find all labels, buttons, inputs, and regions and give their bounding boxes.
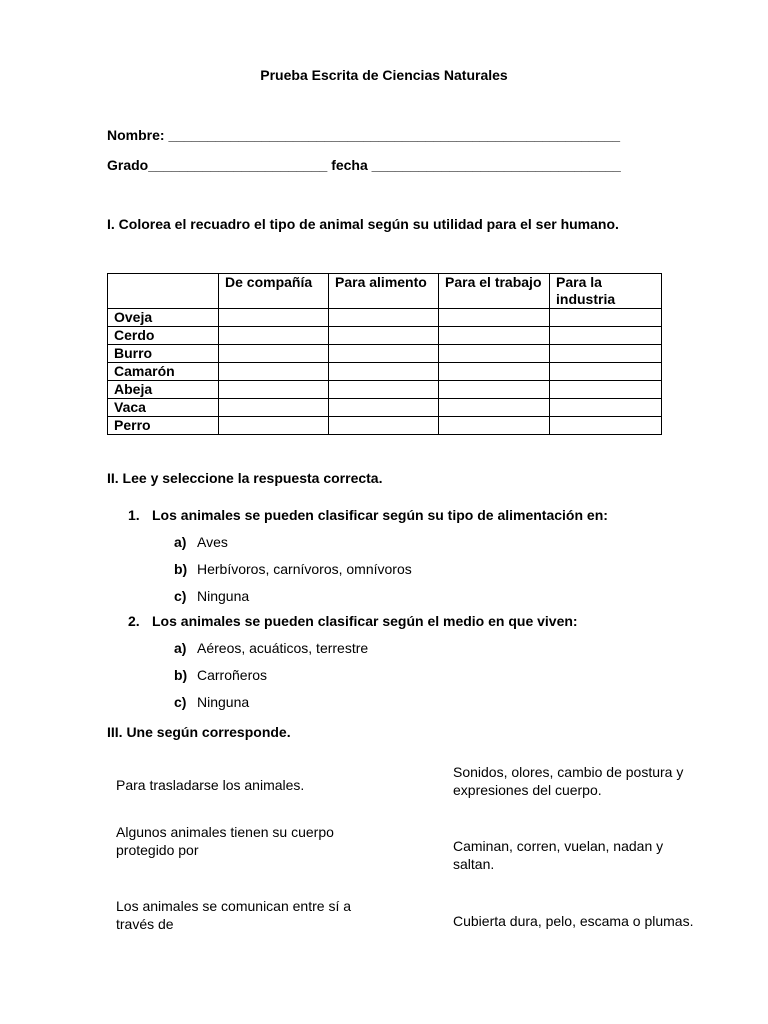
table-header-cell xyxy=(108,274,219,309)
table-header-row xyxy=(108,274,662,309)
table-cell[interactable] xyxy=(439,363,550,381)
table-cell[interactable] xyxy=(329,399,439,417)
table-cell[interactable] xyxy=(329,363,439,381)
grado-fecha-field[interactable]: Grado_______________________ fecha ________________________________ xyxy=(107,157,621,173)
table-cell[interactable] xyxy=(329,417,439,435)
table-cell[interactable] xyxy=(550,363,662,381)
table-cell[interactable] xyxy=(439,417,550,435)
table-cell[interactable] xyxy=(219,399,329,417)
animal-label: Camarón xyxy=(108,363,219,381)
table-cell[interactable] xyxy=(439,345,550,363)
table-row xyxy=(108,363,662,381)
option-text: Carroñeros xyxy=(197,667,268,683)
animal-label: Burro xyxy=(108,345,219,363)
option-text: Aves xyxy=(197,534,228,550)
table-cell[interactable] xyxy=(550,417,662,435)
table-cell[interactable] xyxy=(439,309,550,327)
section-1-heading: I. Colorea el recuadro el tipo de animal según su utilidad para el ser humano. xyxy=(107,216,619,232)
option-letter: c) xyxy=(174,588,187,604)
table-cell[interactable] xyxy=(219,417,329,435)
table-cell[interactable] xyxy=(439,399,550,417)
table-cell[interactable] xyxy=(329,381,439,399)
animal-label: Oveja xyxy=(108,309,219,327)
option-letter: a) xyxy=(174,640,187,656)
option-letter: b) xyxy=(174,561,188,577)
section-2-heading: II. Lee y seleccione la respuesta correcta. xyxy=(107,470,383,486)
animal-label: Perro xyxy=(108,417,219,435)
table-header-cell: Para alimento xyxy=(329,274,439,309)
match-left-item[interactable]: Los animales se comunican entre sí a través de xyxy=(116,898,352,932)
match-left-item[interactable]: Para trasladarse los animales. xyxy=(116,777,305,793)
option-text: Aéreos, acuáticos, terrestre xyxy=(197,640,369,656)
table-cell[interactable] xyxy=(219,327,329,345)
table-cell[interactable] xyxy=(329,327,439,345)
table-header-cell: Para la industria xyxy=(550,274,662,309)
table-header-cell: Para el trabajo xyxy=(439,274,550,309)
table-row xyxy=(108,327,662,345)
option-letter: a) xyxy=(174,534,187,550)
question-number: 1. xyxy=(128,507,140,523)
option-letter: b) xyxy=(174,667,188,683)
utility-table xyxy=(107,273,662,435)
table-cell[interactable] xyxy=(219,345,329,363)
table-cell[interactable] xyxy=(439,327,550,345)
section-3-heading: III. Une según corresponde. xyxy=(107,724,291,740)
question-text: Los animales se pueden clasificar según el medio en que viven: xyxy=(152,613,578,629)
table-cell[interactable] xyxy=(439,381,550,399)
table-cell[interactable] xyxy=(329,309,439,327)
match-left-item[interactable]: Algunos animales tienen su cuerpo protegido por xyxy=(116,824,334,858)
table-cell[interactable] xyxy=(550,381,662,399)
table-cell[interactable] xyxy=(329,345,439,363)
option-letter: c) xyxy=(174,694,187,710)
table-row xyxy=(108,399,662,417)
table-row xyxy=(108,309,662,327)
table-row xyxy=(108,417,662,435)
table-cell[interactable] xyxy=(550,309,662,327)
table-row xyxy=(108,345,662,363)
match-right-item[interactable]: Caminan, corren, vuelan, nadan y saltan. xyxy=(453,838,664,872)
table-cell[interactable] xyxy=(219,309,329,327)
table-cell[interactable] xyxy=(219,381,329,399)
animal-label: Vaca xyxy=(108,399,219,417)
option-text: Herbívoros, carnívoros, omnívoros xyxy=(197,561,412,577)
question-text: Los animales se pueden clasificar según su tipo de alimentación en: xyxy=(152,507,608,523)
table-cell[interactable] xyxy=(219,363,329,381)
table-cell[interactable] xyxy=(550,399,662,417)
table-row xyxy=(108,381,662,399)
page-title: Prueba Escrita de Ciencias Naturales xyxy=(260,67,508,83)
option-text: Ninguna xyxy=(197,588,250,604)
animal-label: Abeja xyxy=(108,381,219,399)
nombre-field[interactable]: Nombre: __________________________________________________________ xyxy=(107,127,621,143)
match-right-item[interactable]: Cubierta dura, pelo, escama o plumas. xyxy=(453,913,694,929)
option-text: Ninguna xyxy=(197,694,250,710)
animal-label: Cerdo xyxy=(108,327,219,345)
question-number: 2. xyxy=(128,613,140,629)
table-cell[interactable] xyxy=(550,345,662,363)
table-cell[interactable] xyxy=(550,327,662,345)
table-header-cell: De compañía xyxy=(219,274,329,309)
match-right-item[interactable]: Sonidos, olores, cambio de postura y expresiones del cuerpo. xyxy=(453,764,684,798)
